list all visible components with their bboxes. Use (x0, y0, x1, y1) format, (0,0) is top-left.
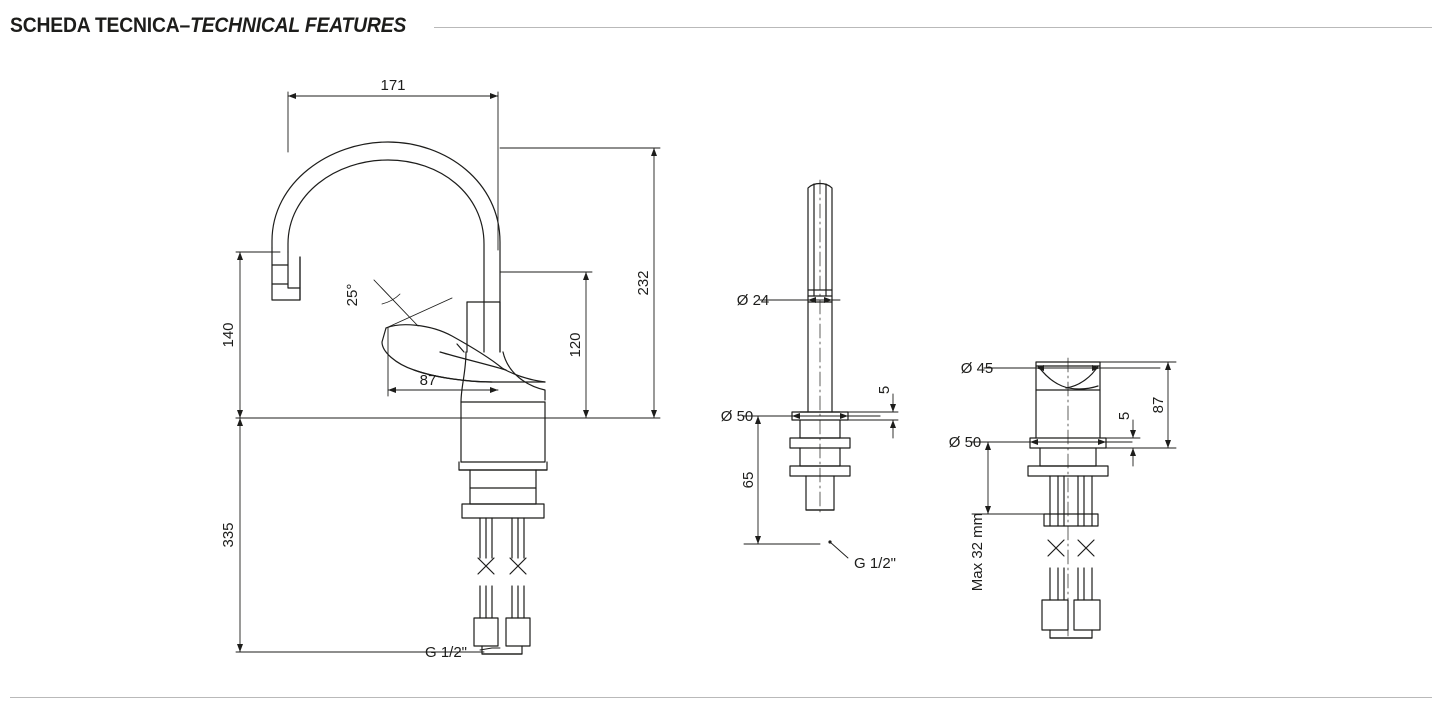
dim-label-lever-angle: 25° (344, 283, 361, 307)
dim-label-spout-diameter: Ø 24 (736, 292, 770, 309)
front-view-dimensions (236, 92, 660, 652)
dim-label-base-thickness-side: 5 (876, 385, 893, 395)
dim-label-total-height: 232 (635, 270, 652, 296)
footer-divider (10, 697, 1432, 698)
technical-drawing-svg (0, 52, 1442, 697)
front-view-geometry (272, 142, 547, 654)
dim-label-spout-reach: 171 (380, 77, 406, 94)
dim-label-body-diameter: Ø 45 (960, 360, 994, 377)
dim-label-overall-height: 335 (220, 522, 237, 548)
dim-label-lever-height: 120 (567, 332, 584, 358)
page-title-english: TECHNICAL FEATURES (190, 14, 407, 37)
dim-label-base-diameter-side: Ø 50 (720, 408, 754, 425)
page-title-italian: SCHEDA TECNICA (10, 14, 180, 37)
dim-label-base-diameter-detail: Ø 50 (948, 434, 982, 451)
dim-label-base-thickness-detail: 5 (1116, 411, 1133, 421)
page-title-separator: – (179, 14, 191, 37)
dim-label-max-thickness: Max 32 mm (969, 512, 986, 592)
dim-label-lever-offset: 87 (419, 372, 437, 389)
page-header (0, 0, 1442, 56)
dim-label-thread-side: G 1/2" (854, 555, 897, 572)
body-detail-view-geometry (1028, 358, 1108, 638)
side-view-dimensions (744, 297, 898, 558)
dim-label-tail-length: 65 (740, 471, 757, 489)
technical-drawing (0, 52, 1442, 697)
side-view-geometry (790, 180, 850, 512)
header-divider (434, 27, 1432, 28)
page-title (10, 14, 406, 38)
dim-label-spout-height: 140 (220, 322, 237, 348)
dim-label-body-height: 87 (1150, 396, 1167, 414)
dim-label-thread-front: G 1/2" (425, 644, 468, 661)
